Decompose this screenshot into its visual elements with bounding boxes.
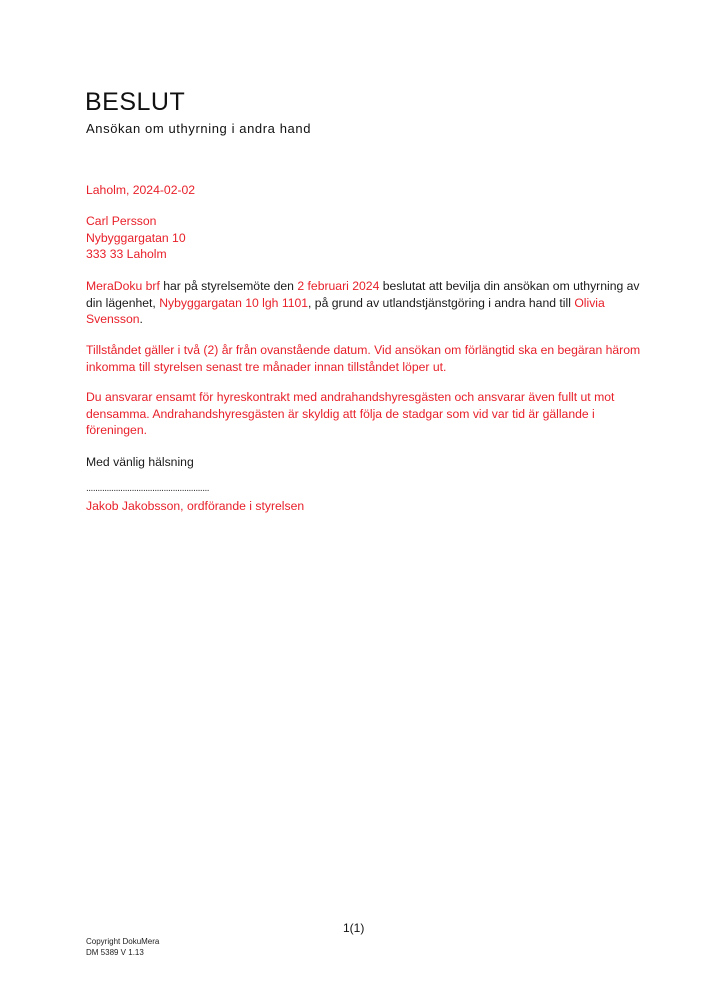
greeting: Med vänlig hälsning [86, 455, 194, 469]
text-segment: , på grund av utlandstjänstgöring i andra hand till [308, 295, 575, 310]
association-name: MeraDoku brf [86, 279, 160, 293]
document-id: DM 5389 V 1.13 [86, 948, 144, 957]
document-subtitle: Ansökan om uthyrning i andra hand [86, 121, 312, 136]
text-segment: beslutat att bevilja din ansökan om uthyrning av din lägenhet, [86, 279, 640, 310]
page-number: 1(1) [343, 921, 365, 935]
copyright: Copyright DokuMera [86, 937, 160, 946]
recipient-street: Nybyggargatan 10 [86, 230, 186, 245]
apartment: Nybyggargatan 10 lgh 1101 [159, 295, 309, 310]
recipient-postal: 333 33 Laholm [86, 247, 167, 261]
recipient-address [86, 213, 646, 263]
recipient-name: Carl Persson [86, 214, 157, 228]
text-segment: . [139, 312, 143, 326]
document-title: BESLUT [85, 88, 186, 116]
decision-paragraph [86, 278, 646, 328]
responsibility-paragraph: Du ansvarar ensamt för hyreskontrakt med andrahandshyresgästen och ansvarar även fullt ut mot densamma. Andrahandshyresgästen är skyldig att följa de stadgar som vid var tid är gällande i föreningen. [86, 390, 615, 437]
footer [86, 936, 159, 958]
tenant-name: Olivia Svensson [86, 295, 605, 326]
text-segment: har på styrelsemöte den [159, 279, 298, 293]
signatory: Jakob Jakobsson, ordförande i styrelsen [86, 499, 305, 513]
place-date: Laholm, 2024-02-02 [86, 183, 196, 197]
signature-block [86, 484, 646, 515]
validity-paragraph: Tillståndet gäller i två (2) år från ovanstående datum. Vid ansökan om förlängtid ska en begäran härom inkomma till styrelsen senast tre månader innan tillståndet löper ut. [86, 343, 641, 374]
signature-line: ...................................................... [86, 484, 210, 494]
meeting-date: 2 februari 2024 [297, 279, 380, 293]
